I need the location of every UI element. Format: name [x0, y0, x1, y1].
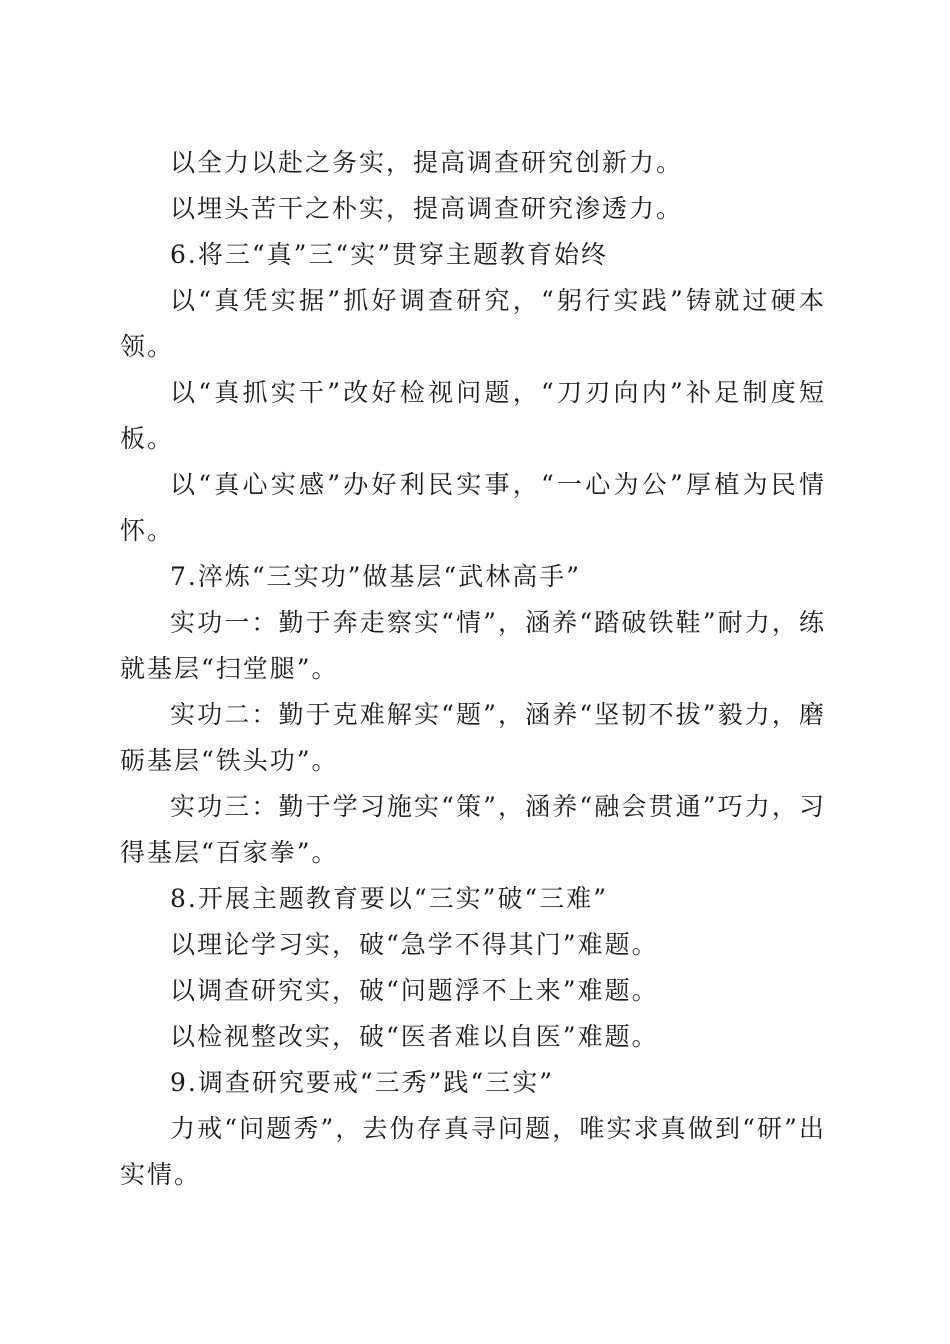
paragraph: 以埋头苦干之朴实，提高调查研究渗透力。 [170, 194, 684, 223]
section-heading: 7.淬炼“三实功”做基层“武林高手” [170, 562, 581, 591]
paragraph: 以全力以赴之务实，提高调查研究创新力。 [170, 148, 684, 177]
paragraph: 以“真心实感”办好利民实事，“一心为公”厚植为民情怀。 [120, 470, 826, 545]
paragraph: 实功一：勤于奔走察实“情”，涵养“踏破铁鞋”耐力，练就基层“扫堂腿”。 [120, 608, 826, 683]
document-body [120, 140, 826, 1198]
paragraph: 力戒“问题秀”，去伪存真寻问题，唯实求真做到“研”出实情。 [120, 1114, 826, 1189]
paragraph: 以理论学习实，破“急学不得其门”难题。 [170, 930, 659, 959]
paragraph: 以检视整改实，破“医者难以自医”难题。 [170, 1022, 659, 1051]
paragraph: 以“真凭实据”抓好调查研究，“躬行实践”铸就过硬本领。 [120, 286, 826, 361]
paragraph: 实功三：勤于学习施实“策”，涵养“融会贯通”巧力，习得基层“百家拳”。 [120, 792, 826, 867]
section-heading: 8.开展主题教育要以“三实”破“三难” [170, 884, 608, 913]
section-heading: 9.调查研究要戒“三秀”践“三实” [170, 1068, 554, 1097]
section-heading: 6.将三“真”三“实”贯穿主题教育始终 [170, 240, 608, 269]
paragraph: 实功二：勤于克难解实“题”，涵养“坚韧不拔”毅力，磨砺基层“铁头功”。 [120, 700, 826, 775]
paragraph: 以调查研究实，破“问题浮不上来”难题。 [170, 976, 659, 1005]
paragraph: 以“真抓实干”改好检视问题，“刀刃向内”补足制度短板。 [120, 378, 826, 453]
